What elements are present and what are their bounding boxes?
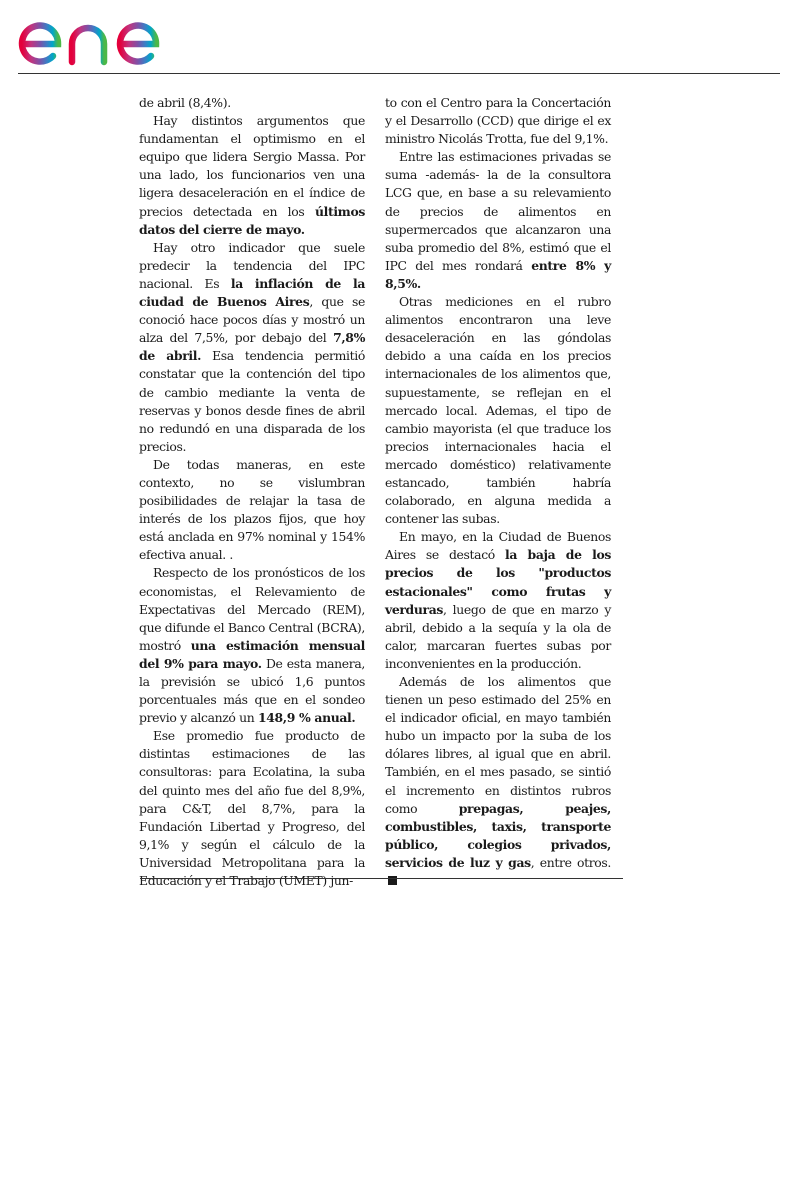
paragraph: Ese promedio fue producto de distintas estimaciones de las consultoras: para Ecolatina, la suba del quinto mes del año fue del 8,9%, para C&T, del 8,7%, para la Fundación Libertad y Progreso, del 9,1% y según el cálculo de la Universidad Metropolitana para la Educación y el Trabajo (UMET) jun- [139,728,365,889]
paragraph: De todas maneras, en este contexto, no se vislumbran posibilidades de relajar la tasa de interés de los plazos fijos, que hoy está anclada en 97% nominal y 154% efectiva anual. . [139,456,365,563]
paragraph: Otras mediciones en el rubro alimentos encontraron una leve desaceleración en las góndolas debido a una caída en los precios internacionales de los alimentos que, supuestamente, se reflejan en el mercado local. Ademas, el tipo de cambio mayorista (el que traduce los precios internacionales hacia el mercado doméstico) relativamente estancado, también habría colaborado, en alguna medida a contener las subas. [385,294,611,527]
enel-logo-icon [16,4,186,70]
paragraph: Hay otro indicador que suele predecir la tendencia del IPC nacional. Es la inflación de la ciudad de Buenos Aires, que se conoció hace pocos días y mostró un alza del 7,5%, por debajo del 7,8% de abril. Esa tendencia permitió constatar que la contención del tipo de cambio mediante la venta de reservas y bonos desde fines de abril no redundó en una disparada de los precios. [139,239,366,454]
paragraph: En mayo, en la Ciudad de Buenos Aires se destacó la baja de los precios de los "productos estacionales" como frutas y verduras, luego de que en marzo y abril, debido a la sequía y la ola de calor, marcaran fuertes subas por inconvenientes en la producción. [385,529,611,671]
paragraph: de abril (8,4%). [139,95,231,110]
header-divider [18,73,780,74]
paragraph: to con el Centro para la Concertación y el Desarrollo (CCD) que dirige el ex ministro Nicolás Trotta, fue del 9,1%. [385,95,611,147]
paragraph: Respecto de los pronósticos de los economistas, el Relevamiento de Expectativas del Mercado (REM), que difunde el Banco Central (BCRA), mostró una estimación mensual del 9% para mayo. De esta manera, la previsión se ubicó 1,6 puntos porcentuales más que en el sondeo previo y alcanzó un 148,9 % anual. [139,565,365,726]
footer-divider [140,878,623,879]
enel-logo [16,4,186,70]
paragraph: Además de los alimentos que tienen un peso estimado del 25% en el indicador oficial, en mayo también hubo un impacto por la suba de los dólares libres, al igual que en abril. También, en el mes pasado, se sintió el incremento en distintos rubros como prepagas, peajes, combustibles, taxis, transporte público, colegios privados, servicios de luz y gas, entre otros. [385,673,611,890]
paragraph: Hay distintos argumentos que fundamentan el optimismo en el equipo que lidera Sergio Massa. Por una lado, los funcionarios ven una ligera desaceleración en el índice de precios detectada en los últimos datos del cierre de mayo. [139,113,365,237]
paragraph: Entre las estimaciones privadas se suma -además- la de la consultora LCG que, en base a su relevamiento de precios de alimentos en supermercados que alcanzaron una suba promedio del 8%, estimó que el IPC del mes rondará entre 8% y 8,5%. [385,149,611,291]
article-column-right [385,94,611,890]
article-column-left [139,94,365,890]
